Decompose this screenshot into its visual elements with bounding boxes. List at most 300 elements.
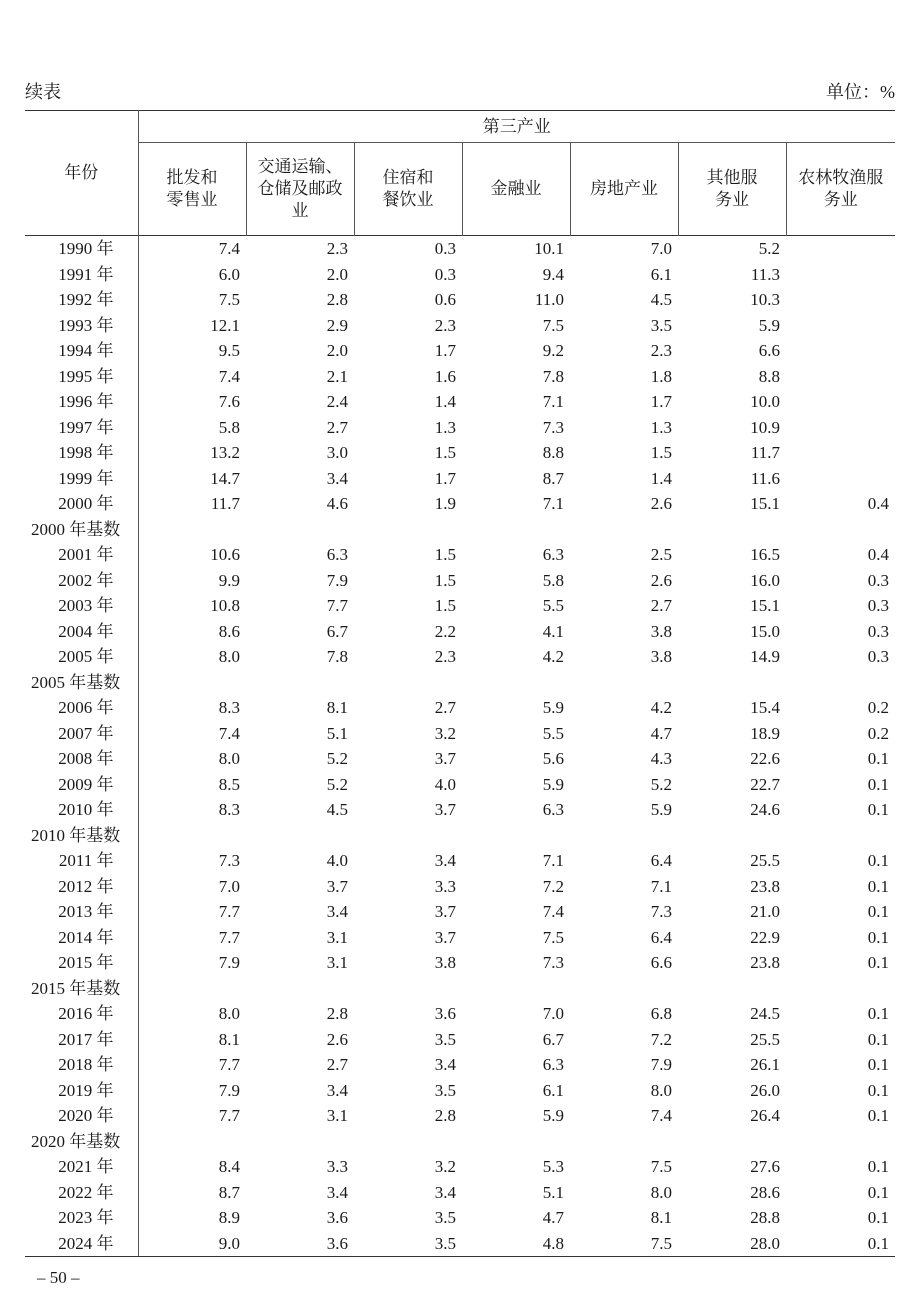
value-cell: 10.0 — [750, 392, 780, 411]
column-header-finance: 金融业 — [462, 143, 570, 236]
value-cell: 6.6 — [650, 953, 672, 972]
value-cell: 4.2 — [542, 647, 564, 666]
value-cell — [786, 389, 895, 415]
value-cell: 1.6 — [434, 366, 456, 386]
value-cell: 7.9 — [326, 570, 348, 590]
value-cell — [138, 976, 246, 1002]
value-cell — [462, 976, 570, 1002]
value-cell: 7.7 — [218, 902, 240, 921]
table-row — [25, 1001, 895, 1027]
value-cell: 7.4 — [218, 239, 240, 258]
value-cell: 7.5 — [542, 927, 564, 947]
value-cell: 0.1 — [867, 1029, 890, 1049]
table-row — [25, 746, 895, 772]
value-cell: 3.4 — [326, 1182, 348, 1202]
table-row — [25, 364, 895, 390]
value-cell: 4.3 — [650, 749, 672, 768]
value-cell: 0.1 — [867, 749, 890, 768]
value-cell: 16.0 — [750, 570, 780, 590]
value-cell: 11.6 — [750, 468, 780, 488]
value-cell: 13.2 — [210, 443, 240, 462]
value-cell — [246, 517, 354, 543]
value-cell: 8.7 — [218, 1182, 240, 1202]
value-cell: 9.4 — [542, 264, 564, 284]
value-cell: 0.1 — [867, 1055, 890, 1074]
value-cell: 8.0 — [218, 749, 240, 768]
year-cell: 2018 年 — [25, 1052, 138, 1078]
year-cell: 2007 年 — [25, 721, 138, 747]
value-cell: 6.3 — [542, 800, 564, 819]
year-cell: 2014 年 — [25, 925, 138, 951]
value-cell: 25.5 — [750, 851, 780, 870]
value-cell: 2.7 — [326, 417, 348, 437]
value-cell — [786, 466, 895, 492]
value-cell: 2.0 — [326, 341, 348, 360]
value-cell — [246, 823, 354, 849]
year-cell: 1993 年 — [25, 313, 138, 339]
value-cell: 3.5 — [434, 1029, 456, 1049]
value-cell: 3.2 — [434, 723, 456, 743]
base-year-row — [25, 517, 895, 543]
data-table — [25, 110, 895, 1257]
year-cell: 2015 年基数 — [25, 976, 138, 1002]
value-cell: 7.0 — [218, 876, 240, 896]
value-cell: 5.9 — [542, 774, 564, 794]
value-cell: 4.7 — [542, 1208, 564, 1227]
value-cell: 0.3 — [867, 570, 890, 590]
value-cell: 22.6 — [750, 749, 780, 768]
column-header-wholesale-retail: 批发和零售业 — [138, 143, 246, 236]
table-row — [25, 440, 895, 466]
unit-label: 单位：% — [826, 82, 895, 102]
value-cell: 15.4 — [750, 698, 780, 717]
year-cell: 2004 年 — [25, 619, 138, 645]
value-cell — [786, 976, 895, 1002]
table-row — [25, 899, 895, 925]
value-cell: 5.6 — [542, 749, 564, 768]
table-row — [25, 695, 895, 721]
value-cell: 1.5 — [434, 570, 456, 590]
value-cell: 0.1 — [867, 902, 890, 921]
value-cell — [570, 517, 678, 543]
value-cell: 2.6 — [650, 494, 672, 513]
value-cell: 15.1 — [750, 494, 780, 513]
value-cell: 2.9 — [326, 315, 348, 335]
value-cell: 7.4 — [650, 1106, 672, 1125]
value-cell: 8.1 — [650, 1208, 672, 1227]
value-cell: 9.9 — [218, 570, 240, 590]
value-cell: 7.5 — [218, 290, 240, 309]
value-cell: 1.4 — [650, 468, 672, 488]
value-cell: 0.1 — [867, 876, 890, 896]
value-cell: 10.1 — [534, 239, 564, 258]
value-cell: 6.3 — [326, 545, 348, 564]
value-cell: 8.0 — [650, 1080, 672, 1100]
value-cell: 7.7 — [218, 927, 240, 947]
year-cell: 2005 年 — [25, 644, 138, 670]
value-cell: 16.5 — [750, 545, 780, 564]
value-cell: 6.7 — [542, 1029, 564, 1049]
value-cell: 2.3 — [326, 239, 348, 258]
value-cell: 28.6 — [750, 1182, 780, 1202]
value-cell: 3.5 — [354, 1231, 462, 1257]
value-cell — [786, 415, 895, 441]
value-cell: 2.3 — [434, 315, 456, 335]
base-year-row — [25, 976, 895, 1002]
year-cell: 2021 年 — [25, 1154, 138, 1180]
year-cell: 2024 年 — [25, 1231, 138, 1257]
value-cell — [786, 1129, 895, 1155]
table-row — [25, 1027, 895, 1053]
value-cell: 0.1 — [786, 1231, 895, 1257]
year-cell: 2023 年 — [25, 1205, 138, 1231]
value-cell: 3.7 — [434, 749, 456, 768]
value-cell: 23.8 — [750, 876, 780, 896]
year-cell: 2013 年 — [25, 899, 138, 925]
value-cell: 8.1 — [326, 698, 348, 717]
column-header-transport: 交通运输、仓储及邮政业 — [246, 143, 354, 236]
value-cell — [462, 517, 570, 543]
table-row — [25, 287, 895, 313]
value-cell: 27.6 — [750, 1157, 780, 1176]
value-cell: 8.3 — [218, 698, 240, 717]
value-cell: 0.1 — [867, 1106, 890, 1125]
value-cell: 6.1 — [542, 1080, 564, 1100]
value-cell: 1.7 — [434, 468, 456, 488]
value-cell: 22.9 — [750, 927, 780, 947]
value-cell: 7.9 — [218, 1080, 240, 1100]
value-cell: 7.2 — [650, 1029, 672, 1049]
value-cell — [138, 823, 246, 849]
year-cell: 1999 年 — [25, 466, 138, 492]
year-cell: 2016 年 — [25, 1001, 138, 1027]
value-cell: 7.3 — [650, 902, 672, 921]
base-year-row — [25, 1129, 895, 1155]
value-cell: 2.5 — [650, 545, 672, 564]
value-cell — [462, 823, 570, 849]
table-row — [25, 568, 895, 594]
value-cell — [678, 517, 786, 543]
table-header — [25, 111, 895, 236]
value-cell — [138, 517, 246, 543]
value-cell: 5.9 — [542, 698, 564, 717]
table-row — [25, 1052, 895, 1078]
value-cell: 6.3 — [542, 1055, 564, 1074]
value-cell: 3.5 — [650, 315, 672, 335]
value-cell: 7.3 — [542, 417, 564, 437]
value-cell: 21.0 — [750, 902, 780, 921]
value-cell: 7.7 — [218, 1055, 240, 1074]
value-cell: 11.3 — [750, 264, 780, 284]
table-row — [25, 593, 895, 619]
year-cell: 2010 年 — [25, 797, 138, 823]
value-cell: 7.1 — [542, 392, 564, 411]
value-cell: 24.5 — [750, 1004, 780, 1023]
value-cell: 5.9 — [542, 1106, 564, 1125]
value-cell — [138, 670, 246, 696]
value-cell: 0.3 — [434, 239, 456, 258]
value-cell: 2.6 — [650, 570, 672, 590]
value-cell: 1.7 — [434, 341, 456, 360]
table-row — [25, 721, 895, 747]
value-cell: 0.1 — [867, 851, 890, 870]
table-row — [25, 772, 895, 798]
value-cell — [354, 823, 462, 849]
table-row — [25, 1231, 895, 1257]
value-cell — [462, 670, 570, 696]
value-cell: 3.7 — [434, 800, 456, 819]
value-cell: 9.5 — [218, 341, 240, 360]
value-cell: 3.8 — [434, 953, 456, 972]
value-cell: 3.4 — [434, 1182, 456, 1202]
value-cell: 2.1 — [326, 366, 348, 386]
value-cell: 3.8 — [650, 621, 672, 641]
year-cell: 2010 年基数 — [25, 823, 138, 849]
value-cell — [246, 1129, 354, 1155]
value-cell: 2.7 — [434, 698, 456, 717]
value-cell: 0.1 — [867, 927, 890, 947]
value-cell: 7.4 — [218, 366, 240, 386]
value-cell: 11.7 — [210, 494, 240, 513]
value-cell: 14.7 — [210, 468, 240, 488]
value-cell: 7.1 — [542, 494, 564, 513]
value-cell: 28.0 — [678, 1231, 786, 1257]
year-cell: 2012 年 — [25, 874, 138, 900]
value-cell: 5.3 — [542, 1157, 564, 1176]
value-cell: 4.0 — [434, 774, 456, 794]
value-cell: 1.4 — [434, 392, 456, 411]
value-cell: 28.8 — [750, 1208, 780, 1227]
value-cell: 5.2 — [326, 774, 348, 794]
value-cell: 9.2 — [542, 341, 564, 360]
value-cell — [462, 1129, 570, 1155]
year-cell: 2002 年 — [25, 568, 138, 594]
value-cell — [138, 1129, 246, 1155]
value-cell: 1.8 — [650, 366, 672, 386]
value-cell: 5.9 — [758, 315, 780, 335]
value-cell: 7.5 — [650, 1157, 672, 1176]
value-cell: 11.7 — [750, 443, 780, 462]
value-cell — [354, 517, 462, 543]
value-cell: 7.4 — [218, 723, 240, 743]
value-cell: 7.3 — [542, 953, 564, 972]
value-cell: 0.1 — [867, 800, 890, 819]
value-cell: 6.4 — [650, 927, 672, 947]
table-row — [25, 338, 895, 364]
value-cell: 24.6 — [750, 800, 780, 819]
table-continued-caption: 续表 — [25, 82, 61, 102]
value-cell: 18.9 — [750, 723, 780, 743]
value-cell: 3.4 — [326, 1080, 348, 1100]
value-cell: 3.1 — [326, 1106, 348, 1125]
value-cell: 4.1 — [542, 621, 564, 641]
year-cell: 1994 年 — [25, 338, 138, 364]
year-cell: 1996 年 — [25, 389, 138, 415]
value-cell — [570, 1129, 678, 1155]
value-cell: 2.2 — [434, 621, 456, 641]
value-cell: 0.3 — [867, 647, 890, 666]
value-cell: 0.1 — [867, 1080, 890, 1100]
value-cell: 3.4 — [326, 468, 348, 488]
value-cell: 3.2 — [434, 1157, 456, 1176]
table-row — [25, 619, 895, 645]
value-cell: 23.8 — [750, 953, 780, 972]
value-cell: 7.5 — [542, 315, 564, 335]
table-body — [25, 236, 895, 1257]
value-cell: 8.8 — [542, 443, 564, 462]
value-cell — [678, 976, 786, 1002]
year-cell: 2000 年基数 — [25, 517, 138, 543]
year-cell: 2015 年 — [25, 950, 138, 976]
value-cell: 10.6 — [210, 545, 240, 564]
value-cell: 4.7 — [650, 723, 672, 743]
value-cell — [786, 236, 895, 262]
value-cell — [786, 364, 895, 390]
group-header: 第三产业 — [138, 111, 895, 143]
value-cell: 6.4 — [650, 851, 672, 870]
value-cell: 5.2 — [650, 774, 672, 794]
value-cell: 25.5 — [750, 1029, 780, 1049]
column-header-accommodation-catering: 住宿和餐饮业 — [354, 143, 462, 236]
value-cell: 5.2 — [326, 749, 348, 768]
table-row — [25, 1154, 895, 1180]
value-cell: 3.7 — [326, 876, 348, 896]
value-cell: 2.7 — [326, 1055, 348, 1074]
year-cell: 2006 年 — [25, 695, 138, 721]
year-cell: 2009 年 — [25, 772, 138, 798]
table-row — [25, 389, 895, 415]
value-cell: 0.4 — [867, 545, 890, 564]
value-cell: 5.5 — [542, 723, 564, 743]
value-cell: 2.3 — [650, 341, 672, 360]
value-cell: 2.8 — [326, 1004, 348, 1023]
value-cell: 8.3 — [218, 800, 240, 819]
year-cell: 2003 年 — [25, 593, 138, 619]
value-cell: 5.2 — [758, 239, 780, 258]
value-cell: 10.9 — [750, 417, 780, 437]
value-cell: 4.6 — [326, 494, 348, 513]
table-row — [25, 797, 895, 823]
value-cell: 8.4 — [218, 1157, 240, 1176]
table-row — [25, 466, 895, 492]
value-cell: 0.2 — [867, 723, 890, 743]
value-cell — [570, 823, 678, 849]
value-cell: 6.0 — [218, 264, 240, 284]
value-cell: 3.1 — [326, 927, 348, 947]
value-cell: 4.5 — [326, 800, 348, 819]
value-cell: 3.1 — [326, 953, 348, 972]
value-cell — [786, 287, 895, 313]
value-cell — [678, 670, 786, 696]
value-cell: 8.8 — [758, 366, 780, 386]
value-cell — [678, 823, 786, 849]
value-cell: 7.0 — [542, 1004, 564, 1023]
table-row — [25, 925, 895, 951]
value-cell — [678, 1129, 786, 1155]
table-row — [25, 1078, 895, 1104]
column-header-real-estate: 房地产业 — [570, 143, 678, 236]
value-cell: 3.7 — [434, 927, 456, 947]
value-cell: 26.0 — [750, 1080, 780, 1100]
table-row — [25, 874, 895, 900]
column-header-other-services: 其他服务业 — [678, 143, 786, 236]
value-cell: 4.8 — [462, 1231, 570, 1257]
value-cell: 7.2 — [542, 876, 564, 896]
value-cell: 2.0 — [326, 264, 348, 284]
value-cell: 0.3 — [867, 596, 890, 615]
value-cell: 3.6 — [246, 1231, 354, 1257]
table-row — [25, 262, 895, 288]
value-cell: 7.5 — [570, 1231, 678, 1257]
value-cell: 6.8 — [650, 1004, 672, 1023]
value-cell: 5.8 — [218, 417, 240, 437]
value-cell: 1.5 — [434, 443, 456, 462]
year-cell: 1990 年 — [25, 236, 138, 262]
table-row — [25, 1103, 895, 1129]
value-cell: 8.0 — [218, 1004, 240, 1023]
table-row — [25, 415, 895, 441]
value-cell: 0.1 — [867, 953, 890, 972]
value-cell: 1.7 — [650, 392, 672, 411]
value-cell: 8.7 — [542, 468, 564, 488]
table-row — [25, 1205, 895, 1231]
year-cell: 2022 年 — [25, 1180, 138, 1206]
value-cell: 15.0 — [750, 621, 780, 641]
table-row — [25, 236, 895, 262]
column-header-agri-services: 农林牧渔服务业 — [786, 143, 895, 236]
value-cell: 12.1 — [210, 315, 240, 335]
value-cell: 7.1 — [650, 876, 672, 896]
value-cell: 2.7 — [650, 596, 672, 615]
value-cell — [354, 976, 462, 1002]
value-cell: 0.1 — [867, 1004, 890, 1023]
table-row — [25, 313, 895, 339]
year-cell: 2020 年 — [25, 1103, 138, 1129]
value-cell: 7.6 — [218, 392, 240, 411]
year-cell: 2000 年 — [25, 491, 138, 517]
value-cell: 9.0 — [138, 1231, 246, 1257]
year-cell: 2020 年基数 — [25, 1129, 138, 1155]
value-cell: 10.8 — [210, 596, 240, 615]
value-cell: 7.1 — [542, 851, 564, 870]
base-year-row — [25, 670, 895, 696]
table-row — [25, 491, 895, 517]
year-cell: 2008 年 — [25, 746, 138, 772]
value-cell: 7.7 — [218, 1106, 240, 1125]
value-cell: 3.3 — [434, 876, 456, 896]
value-cell: 0.1 — [867, 1208, 890, 1227]
value-cell: 6.1 — [650, 264, 672, 284]
value-cell: 8.0 — [218, 647, 240, 666]
year-cell: 2011 年 — [25, 848, 138, 874]
value-cell: 5.1 — [542, 1182, 564, 1202]
value-cell: 0.6 — [434, 290, 456, 309]
value-cell: 7.7 — [326, 596, 348, 615]
value-cell: 5.9 — [650, 800, 672, 819]
value-cell — [786, 313, 895, 339]
value-cell: 5.1 — [326, 723, 348, 743]
value-cell — [786, 670, 895, 696]
value-cell: 3.7 — [434, 902, 456, 921]
year-cell: 1995 年 — [25, 364, 138, 390]
table-row — [25, 542, 895, 568]
value-cell: 1.3 — [650, 417, 672, 437]
value-cell: 8.1 — [218, 1029, 240, 1049]
value-cell: 3.5 — [434, 1208, 456, 1227]
value-cell: 10.3 — [750, 290, 780, 309]
value-cell: 8.0 — [650, 1182, 672, 1202]
value-cell: 3.4 — [434, 1055, 456, 1074]
